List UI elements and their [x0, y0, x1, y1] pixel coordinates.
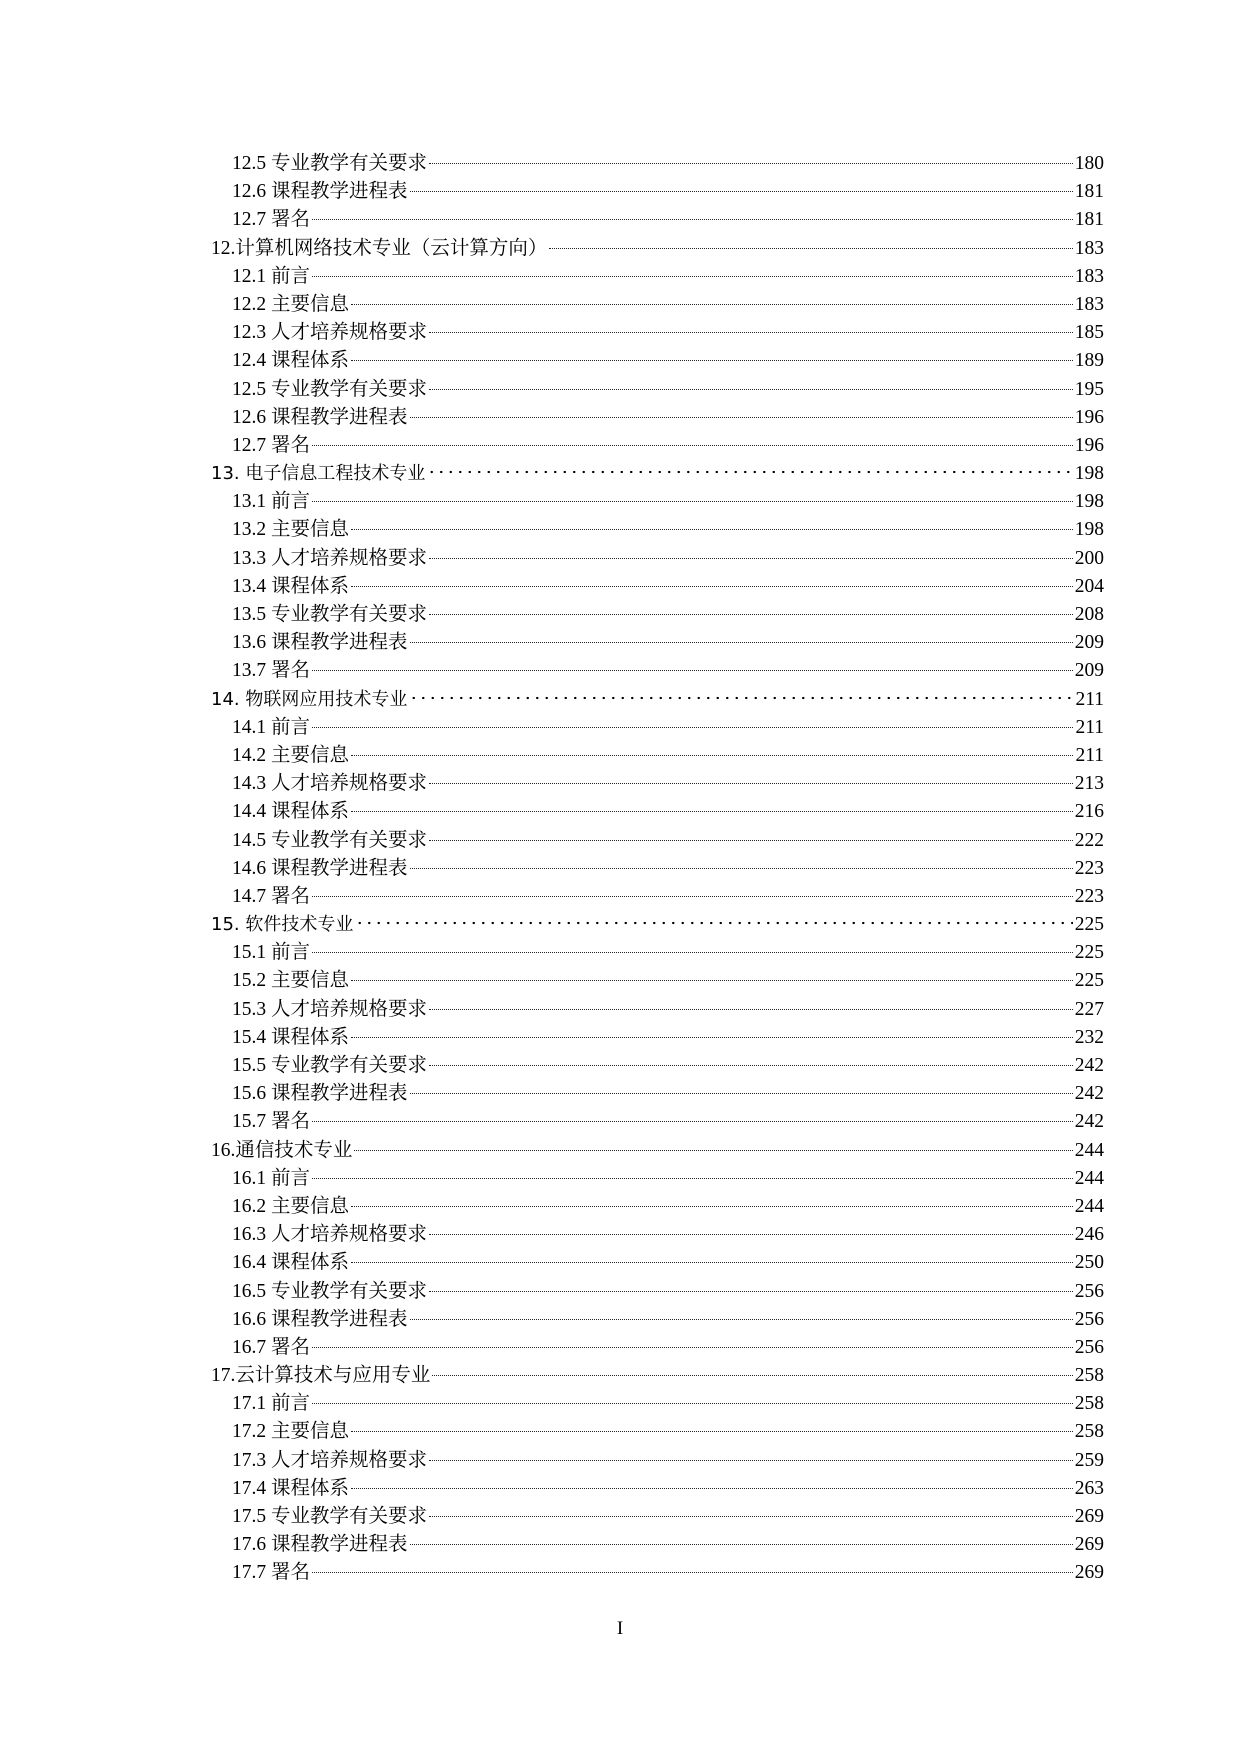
- toc-entry-page: 195: [1074, 378, 1104, 400]
- toc-entry-page: 259: [1074, 1449, 1104, 1471]
- toc-section-entry[interactable]: [211, 1108, 1104, 1136]
- toc-entry-page: 263: [1074, 1477, 1104, 1499]
- toc-section-entry[interactable]: [211, 714, 1104, 742]
- toc-entry-label: 12.3 人才培养规格要求: [232, 322, 428, 344]
- toc-entry-page: 223: [1074, 885, 1104, 907]
- toc-dot-leader: [410, 416, 1073, 418]
- toc-section-entry[interactable]: [211, 516, 1104, 544]
- toc-entry-page: 244: [1074, 1139, 1104, 1161]
- toc-dot-leader: [432, 1374, 1072, 1376]
- toc-entry-label: 15.7 署名: [232, 1111, 311, 1133]
- toc-dot-leader: [351, 585, 1073, 587]
- toc-entry-label: 13.2 主要信息: [232, 519, 350, 541]
- toc-entry-label: 17.6 课程教学进程表: [232, 1534, 408, 1556]
- toc-entry-label: 14.1 前言: [232, 716, 311, 738]
- toc-entry-page: 244: [1074, 1195, 1104, 1217]
- toc-dot-leader: [429, 782, 1073, 784]
- toc-dot-leader: [429, 1459, 1073, 1461]
- toc-entry-page: 256: [1074, 1308, 1104, 1330]
- toc-dot-leader: [312, 218, 1073, 220]
- toc-section-entry[interactable]: [211, 1249, 1104, 1277]
- toc-dot-leader: [429, 1064, 1073, 1066]
- toc-entry-page: 250: [1074, 1252, 1104, 1274]
- toc-section-entry[interactable]: [211, 1503, 1104, 1531]
- toc-entry-page: 196: [1074, 406, 1104, 428]
- toc-entry-label: 13.6 课程教学进程表: [232, 632, 408, 654]
- toc-section-entry[interactable]: [211, 1306, 1104, 1334]
- toc-dot-leader: [429, 331, 1073, 333]
- toc-entry-label: 13.1 前言: [232, 491, 311, 513]
- toc-entry-label: 17.1 前言: [232, 1393, 311, 1415]
- toc-entry-label: 13.4 课程体系: [232, 575, 350, 597]
- toc-chapter-entry[interactable]: [211, 1137, 1104, 1165]
- toc-dot-leader: [312, 726, 1073, 728]
- toc-entry-page: 225: [1074, 970, 1104, 992]
- toc-section-entry[interactable]: [211, 1418, 1104, 1446]
- toc-dot-leader: [312, 275, 1073, 277]
- toc-entry-page: 227: [1074, 998, 1104, 1020]
- toc-entry-page: 242: [1074, 1055, 1104, 1076]
- toc-dot-leader: [312, 669, 1073, 671]
- toc-section-entry[interactable]: [211, 827, 1104, 855]
- toc-entry-page: 181: [1074, 209, 1104, 231]
- toc-entry-label: 17.7 署名: [232, 1562, 311, 1584]
- toc-entry-page: 223: [1074, 857, 1104, 879]
- toc-entry-page: 208: [1074, 604, 1104, 625]
- toc-section-entry[interactable]: [211, 601, 1104, 629]
- toc-dot-leader: [429, 162, 1073, 164]
- toc-entry-label: 14.5 专业教学有关要求: [232, 829, 428, 851]
- toc-entry-page: 258: [1074, 1421, 1104, 1443]
- toc-dot-leader: [410, 1318, 1073, 1320]
- toc-entry-label: 13.7 署名: [232, 660, 311, 682]
- toc-section-entry[interactable]: [211, 404, 1104, 432]
- toc-entry-label: 15.2 主要信息: [232, 970, 350, 992]
- toc-section-entry[interactable]: [211, 742, 1104, 770]
- toc-section-entry[interactable]: [211, 939, 1104, 967]
- toc-entry-label: 16.6 课程教学进程表: [232, 1308, 408, 1330]
- toc-section-entry[interactable]: [211, 1531, 1104, 1559]
- toc-dot-leader: [351, 810, 1073, 812]
- toc-entry-page: 198: [1074, 463, 1104, 485]
- toc-section-entry[interactable]: [211, 206, 1104, 234]
- toc-entry-page: 269: [1074, 1506, 1104, 1527]
- toc-dot-leader: [312, 1120, 1073, 1122]
- toc-chapter-entry[interactable]: [211, 911, 1104, 939]
- toc-section-entry[interactable]: [211, 883, 1104, 911]
- toc-section-entry[interactable]: [211, 1024, 1104, 1052]
- toc-section-entry[interactable]: [211, 1193, 1104, 1221]
- toc-section-entry[interactable]: [211, 291, 1104, 319]
- toc-entry-label: 12.7 署名: [232, 209, 311, 231]
- toc-entry-page: 198: [1074, 519, 1104, 541]
- toc-chapter-entry[interactable]: [211, 686, 1104, 714]
- toc-entry-page: 189: [1074, 350, 1104, 372]
- toc-dot-leader: [429, 613, 1073, 615]
- toc-entry-label: 17.2 主要信息: [232, 1421, 350, 1443]
- toc-dot-leader: [429, 1233, 1073, 1235]
- toc-section-entry[interactable]: [211, 1447, 1104, 1475]
- toc-entry-page: 183: [1074, 265, 1104, 287]
- toc-entry-label: 12.6 课程教学进程表: [232, 181, 408, 203]
- toc-entry-label: 14.2 主要信息: [232, 744, 350, 766]
- toc-section-entry[interactable]: [211, 1475, 1104, 1503]
- toc-entry-page: 256: [1074, 1336, 1104, 1358]
- toc-entry-page: 225: [1074, 914, 1104, 936]
- toc-entry-page: 211: [1075, 744, 1104, 766]
- toc-dot-leader: [410, 190, 1073, 192]
- toc-section-entry[interactable]: [211, 1080, 1104, 1108]
- toc-dot-leader: [410, 1543, 1073, 1545]
- toc-entry-label: 17.5 专业教学有关要求: [232, 1506, 428, 1527]
- toc-dot-leader: [312, 1571, 1073, 1573]
- toc-dot-leader: [355, 919, 1072, 925]
- toc-chapter-entry[interactable]: [211, 235, 1104, 263]
- toc-entry-label: 12.6 课程教学进程表: [232, 406, 408, 428]
- toc-entry-page: 198: [1074, 491, 1104, 513]
- toc-dot-leader: [312, 1177, 1073, 1179]
- toc-entry-label: 14.4 课程体系: [232, 801, 350, 823]
- toc-entry-page: 269: [1074, 1562, 1104, 1584]
- toc-entry-label: 14.3 人才培养规格要求: [232, 773, 428, 795]
- toc-entry-label: 16.4 课程体系: [232, 1252, 350, 1274]
- toc-dot-leader: [429, 1515, 1073, 1517]
- toc-dot-leader: [351, 979, 1073, 981]
- toc-entry-page: 209: [1074, 660, 1104, 682]
- toc-section-entry[interactable]: [211, 1559, 1104, 1587]
- toc-entry-label: 12.1 前言: [232, 265, 311, 287]
- toc-dot-leader: [410, 867, 1073, 869]
- toc-entry-page: 244: [1074, 1167, 1104, 1189]
- toc-dot-leader: [549, 247, 1072, 249]
- toc-entry-page: 256: [1074, 1280, 1104, 1302]
- toc-dot-leader: [351, 1487, 1073, 1489]
- toc-entry-label: 12.5 专业教学有关要求: [232, 153, 428, 174]
- toc-entry-label: 12.5 专业教学有关要求: [232, 378, 428, 400]
- toc-section-entry[interactable]: [211, 967, 1104, 995]
- toc-section-entry[interactable]: [211, 1165, 1104, 1193]
- page-number: I: [616, 1618, 624, 1639]
- toc-entry-page: 185: [1074, 322, 1104, 344]
- toc-dot-leader: [312, 444, 1073, 446]
- toc-section-entry[interactable]: [211, 1334, 1104, 1362]
- toc-entry-label: 14.7 署名: [232, 885, 311, 907]
- toc-dot-leader: [351, 1430, 1073, 1432]
- toc-entry-label: 15.4 课程体系: [232, 1026, 350, 1048]
- toc-dot-leader: [351, 1036, 1073, 1038]
- toc-dot-leader: [312, 951, 1073, 953]
- toc-section-entry[interactable]: [211, 488, 1104, 516]
- toc-entry-page: 200: [1074, 547, 1104, 569]
- toc-entry-page: 216: [1074, 801, 1104, 823]
- toc-section-entry[interactable]: [211, 573, 1104, 601]
- toc-dot-leader: [410, 641, 1073, 643]
- toc-dot-leader: [351, 754, 1073, 756]
- toc-dot-leader: [409, 694, 1073, 700]
- toc-entry-label: 16.5 专业教学有关要求: [232, 1280, 428, 1302]
- toc-dot-leader: [429, 557, 1073, 559]
- toc-section-entry[interactable]: [211, 770, 1104, 798]
- toc-entry-label: 15.5 专业教学有关要求: [232, 1055, 428, 1076]
- toc-dot-leader: [312, 1402, 1073, 1404]
- toc-chapter-entry[interactable]: [211, 460, 1104, 488]
- toc-entry-page: 246: [1074, 1224, 1104, 1246]
- toc-entry-label: 15. 软件技术专业: [211, 914, 354, 936]
- toc-dot-leader: [429, 388, 1073, 390]
- toc-entry-label: 13.5 专业教学有关要求: [232, 604, 428, 625]
- toc-section-entry[interactable]: [211, 178, 1104, 206]
- toc-entry-page: 204: [1074, 575, 1104, 597]
- toc-section-entry[interactable]: [211, 1278, 1104, 1306]
- toc-entry-page: 211: [1075, 688, 1104, 710]
- toc-entry-page: 213: [1074, 773, 1104, 795]
- toc-section-entry[interactable]: [211, 376, 1104, 404]
- toc-entry-label: 12.7 署名: [232, 434, 311, 456]
- toc-entry-label: 15.1 前言: [232, 942, 311, 964]
- toc-dot-leader: [351, 303, 1073, 305]
- toc-entry-page: 222: [1074, 829, 1104, 851]
- toc-dot-leader: [429, 1290, 1073, 1292]
- toc-entry-label: 16.1 前言: [232, 1167, 311, 1189]
- toc-dot-leader: [351, 1205, 1073, 1207]
- toc-dot-leader: [427, 468, 1072, 474]
- toc-entry-label: 15.6 课程教学进程表: [232, 1083, 408, 1105]
- toc-entry-page: 242: [1074, 1111, 1104, 1133]
- toc-entry-page: 232: [1074, 1026, 1104, 1048]
- toc-section-entry[interactable]: [211, 1052, 1104, 1080]
- toc-section-entry[interactable]: [211, 657, 1104, 685]
- toc-entry-label: 16.7 署名: [232, 1336, 311, 1358]
- toc-entry-label: 14. 物联网应用技术专业: [211, 688, 408, 710]
- toc-dot-leader: [429, 1008, 1073, 1010]
- toc-entry-page: 209: [1074, 632, 1104, 654]
- toc-section-entry[interactable]: [211, 545, 1104, 573]
- toc-entry-label: 17.云计算技术与应用专业: [211, 1365, 431, 1387]
- toc-section-entry[interactable]: [211, 263, 1104, 291]
- toc-entry-label: 12.计算机网络技术专业（云计算方向）: [211, 237, 548, 259]
- toc-section-entry[interactable]: [211, 150, 1104, 178]
- toc-entry-page: 183: [1074, 293, 1104, 315]
- toc-section-entry[interactable]: [211, 347, 1104, 375]
- toc-entry-page: 196: [1074, 434, 1104, 456]
- toc-section-entry[interactable]: [211, 798, 1104, 826]
- toc-entry-label: 14.6 课程教学进程表: [232, 857, 408, 879]
- toc-section-entry[interactable]: [211, 1221, 1104, 1249]
- toc-dot-leader: [312, 500, 1073, 502]
- toc-entry-page: 258: [1074, 1365, 1104, 1387]
- toc-entry-label: 13.3 人才培养规格要求: [232, 547, 428, 569]
- toc-entry-page: 180: [1074, 153, 1104, 174]
- toc-entry-label: 17.4 课程体系: [232, 1477, 350, 1499]
- toc-entry-page: 211: [1075, 716, 1104, 738]
- toc-entry-page: 258: [1074, 1393, 1104, 1415]
- toc-entry-label: 16.通信技术专业: [211, 1139, 353, 1161]
- toc-section-entry[interactable]: [211, 996, 1104, 1024]
- toc-dot-leader: [354, 1149, 1072, 1151]
- toc-entry-page: 242: [1074, 1083, 1104, 1105]
- toc-dot-leader: [351, 1261, 1073, 1263]
- toc-entry-label: 12.4 课程体系: [232, 350, 350, 372]
- toc-section-entry[interactable]: [211, 629, 1104, 657]
- toc-section-entry[interactable]: [211, 1390, 1104, 1418]
- table-of-contents: [211, 150, 1104, 1588]
- toc-entry-label: 12.2 主要信息: [232, 293, 350, 315]
- toc-dot-leader: [351, 359, 1073, 361]
- toc-section-entry[interactable]: [211, 319, 1104, 347]
- toc-entry-label: 13. 电子信息工程技术专业: [211, 463, 426, 485]
- toc-dot-leader: [429, 839, 1073, 841]
- toc-dot-leader: [312, 895, 1073, 897]
- toc-entry-label: 15.3 人才培养规格要求: [232, 998, 428, 1020]
- toc-entry-page: 225: [1074, 942, 1104, 964]
- toc-entry-label: 16.2 主要信息: [232, 1195, 350, 1217]
- toc-section-entry[interactable]: [211, 432, 1104, 460]
- toc-entry-page: 181: [1074, 181, 1104, 203]
- toc-dot-leader: [312, 1346, 1073, 1348]
- toc-chapter-entry[interactable]: [211, 1362, 1104, 1390]
- toc-dot-leader: [351, 528, 1073, 530]
- toc-entry-page: 269: [1074, 1534, 1104, 1556]
- toc-entry-page: 183: [1074, 237, 1104, 259]
- toc-entry-label: 17.3 人才培养规格要求: [232, 1449, 428, 1471]
- toc-entry-label: 16.3 人才培养规格要求: [232, 1224, 428, 1246]
- toc-dot-leader: [410, 1092, 1073, 1094]
- toc-section-entry[interactable]: [211, 855, 1104, 883]
